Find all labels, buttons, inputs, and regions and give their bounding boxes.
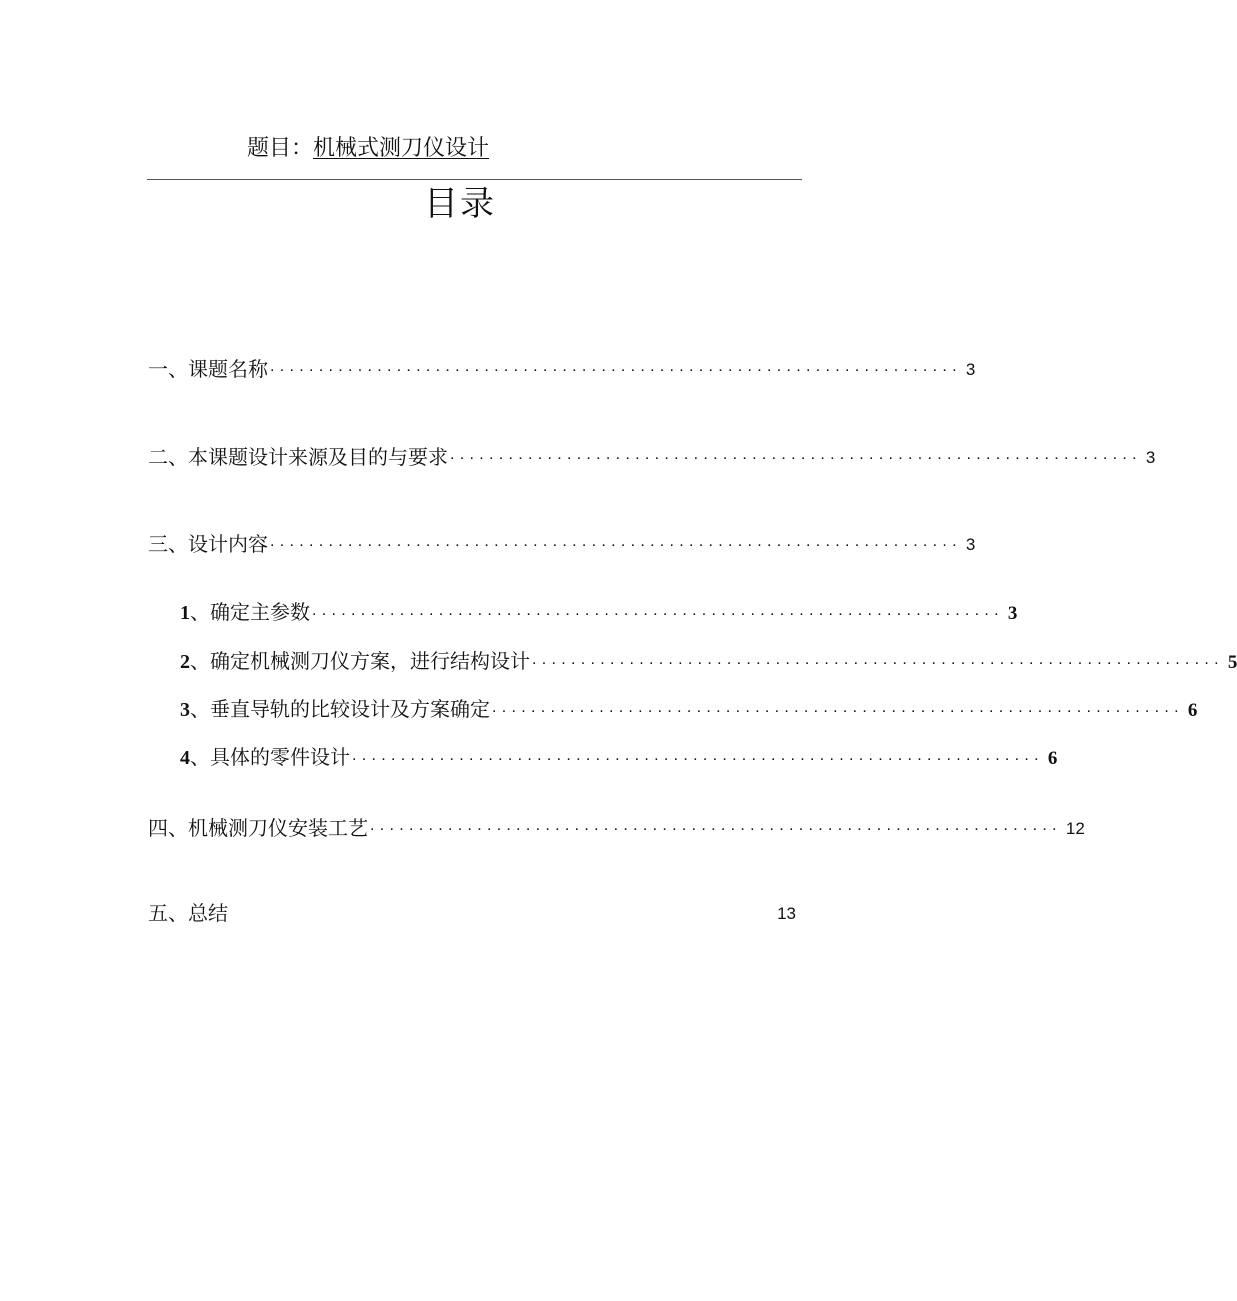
toc-entry-number: 1 (180, 602, 190, 624)
subject-value: 机械式测刀仪设计 (313, 136, 490, 161)
toc-entry-label: 五、总结 (148, 901, 228, 925)
toc-entry-label (180, 696, 490, 723)
toc-entry-3[interactable] (148, 527, 976, 557)
toc-entry-label (180, 599, 310, 626)
dot-leader: ....................................................................... (270, 358, 962, 375)
dot-leader: ....................................................................... (450, 446, 1142, 463)
toc-entry-label: 四、机械测刀仪安装工艺 (148, 816, 368, 840)
toc-entry-1[interactable] (148, 352, 976, 382)
toc-entry-page: 6 (1187, 700, 1198, 721)
dot-leader: ....................................................................... (352, 747, 1044, 764)
toc-entry-number: 3 (180, 699, 190, 721)
toc-entry-text: 、确定机械测刀仪方案，进行结构设计 (190, 649, 530, 673)
toc-title: 目录 (424, 184, 496, 224)
toc-entry-3-4[interactable] (180, 741, 1058, 771)
dot-leader: ....................................................................... (532, 651, 1224, 668)
toc-entry-page: 13 (777, 904, 796, 923)
header-divider (147, 179, 802, 180)
dot-leader: ....................................................................... (492, 699, 1184, 716)
toc-entry-number: 2 (180, 651, 190, 673)
toc-entry-page: 3 (1007, 603, 1018, 624)
toc-entry-page: 5 (1227, 652, 1237, 673)
toc-entry-2[interactable] (148, 440, 1156, 470)
toc-entry-page: 6 (1047, 748, 1058, 769)
toc-entry-label: 二、本课题设计来源及目的与要求 (148, 445, 448, 469)
toc-entry-3-2[interactable] (180, 645, 1237, 675)
toc-entry-text: 、确定主参数 (190, 600, 310, 624)
dot-leader: ....................................................................... (312, 602, 1004, 619)
toc-entry-number: 4 (180, 747, 190, 769)
toc-entry-text: 、垂直导轨的比较设计及方案确定 (190, 697, 490, 721)
toc-entry-label (180, 744, 350, 771)
subject-label: 题目： (247, 136, 314, 161)
toc-entry-label: 三、设计内容 (148, 532, 268, 556)
toc-entry-label: 一、课题名称 (148, 357, 268, 381)
toc-entry-3-1[interactable] (180, 596, 1018, 626)
toc-entry-4[interactable] (148, 811, 1085, 841)
toc-entry-5[interactable] (148, 896, 796, 926)
document-subject (247, 133, 489, 165)
toc-entry-page: 3 (965, 360, 976, 379)
toc-entry-label (180, 648, 530, 675)
toc-entry-page: 3 (965, 535, 976, 554)
dot-leader: ....................................................................... (370, 817, 1062, 834)
toc-entry-page: 12 (1065, 819, 1085, 838)
toc-entry-3-3[interactable] (180, 693, 1198, 723)
dot-leader: ....................................................................... (270, 533, 962, 550)
toc-entry-text: 、具体的零件设计 (190, 745, 350, 769)
toc-entry-page: 3 (1145, 448, 1156, 467)
